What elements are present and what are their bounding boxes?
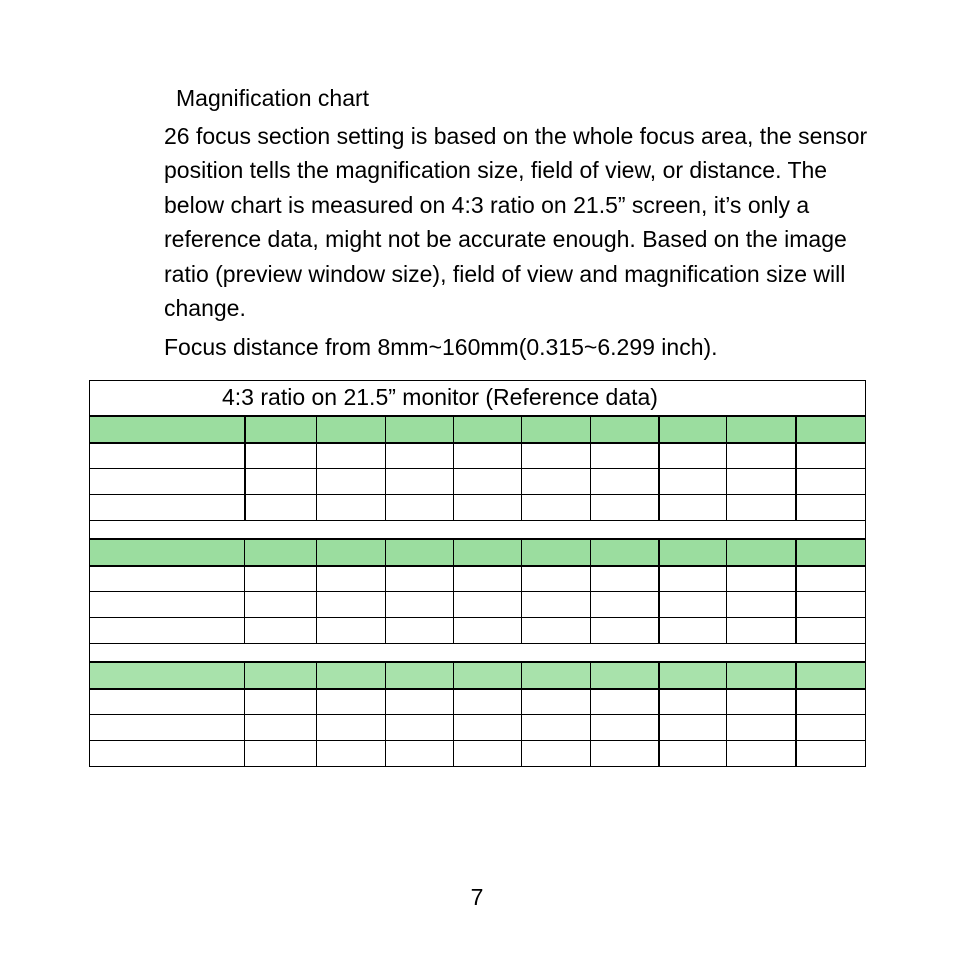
table-cell bbox=[591, 539, 659, 566]
table-cell bbox=[386, 715, 454, 741]
table-row bbox=[90, 592, 866, 618]
table-cell bbox=[591, 662, 659, 689]
table-cell bbox=[317, 443, 386, 469]
table-cell bbox=[317, 618, 386, 644]
table-cell bbox=[90, 416, 245, 443]
table-cell bbox=[386, 566, 454, 592]
table-cell bbox=[659, 566, 727, 592]
table-cell bbox=[90, 566, 245, 592]
table-cell bbox=[727, 662, 796, 689]
table-cell bbox=[659, 662, 727, 689]
table-cell bbox=[317, 741, 386, 767]
table-cell bbox=[591, 689, 659, 715]
table-cell bbox=[245, 715, 317, 741]
table-cell bbox=[727, 469, 796, 495]
table-cell bbox=[591, 416, 659, 443]
table-cell bbox=[386, 741, 454, 767]
table-cell bbox=[591, 469, 659, 495]
table-cell bbox=[659, 416, 727, 443]
table-row bbox=[90, 495, 866, 521]
table-cell bbox=[90, 662, 245, 689]
table-cell bbox=[90, 495, 245, 521]
table-row bbox=[90, 741, 866, 767]
table-cell bbox=[90, 443, 245, 469]
table-cell bbox=[454, 715, 522, 741]
table-cell bbox=[591, 741, 659, 767]
table-cell bbox=[522, 443, 591, 469]
table-cell bbox=[245, 662, 317, 689]
table-cell bbox=[796, 539, 866, 566]
table-cell bbox=[90, 715, 245, 741]
table-cell bbox=[659, 539, 727, 566]
table-row bbox=[90, 618, 866, 644]
table-cell bbox=[317, 592, 386, 618]
table-cell bbox=[454, 741, 522, 767]
table-cell bbox=[317, 416, 386, 443]
table-cell bbox=[522, 689, 591, 715]
table-cell bbox=[454, 566, 522, 592]
table-cell bbox=[454, 443, 522, 469]
table-cell bbox=[245, 416, 317, 443]
table-cell bbox=[659, 715, 727, 741]
table-cell bbox=[522, 618, 591, 644]
table-cell bbox=[727, 566, 796, 592]
table-cell bbox=[386, 662, 454, 689]
table-title: 4:3 ratio on 21.5” monitor (Reference data) bbox=[90, 381, 866, 416]
table-cell bbox=[386, 469, 454, 495]
table-cell bbox=[522, 539, 591, 566]
table-header-row bbox=[90, 416, 866, 443]
table-cell bbox=[522, 495, 591, 521]
table-cell bbox=[454, 662, 522, 689]
table-cell bbox=[796, 592, 866, 618]
table-cell bbox=[386, 539, 454, 566]
table-cell bbox=[796, 618, 866, 644]
table-cell bbox=[454, 592, 522, 618]
table-cell bbox=[591, 618, 659, 644]
table-row bbox=[90, 715, 866, 741]
table-header-row bbox=[90, 539, 866, 566]
table-cell bbox=[727, 715, 796, 741]
table-cell bbox=[90, 644, 866, 662]
table-cell bbox=[386, 592, 454, 618]
table-row bbox=[90, 469, 866, 495]
table-header-row bbox=[90, 662, 866, 689]
table-cell bbox=[796, 741, 866, 767]
table-cell bbox=[727, 416, 796, 443]
table-cell bbox=[90, 618, 245, 644]
table-cell bbox=[245, 539, 317, 566]
table-cell bbox=[796, 443, 866, 469]
table-cell bbox=[386, 495, 454, 521]
table-title-row bbox=[90, 381, 866, 416]
focus-distance-text: Focus distance from 8mm~160mm(0.315~6.299 inch). bbox=[164, 334, 718, 360]
table-spacer-row bbox=[90, 521, 866, 539]
table-cell bbox=[317, 539, 386, 566]
table-cell bbox=[591, 443, 659, 469]
table-cell bbox=[727, 741, 796, 767]
table-cell bbox=[591, 715, 659, 741]
table-cell bbox=[591, 592, 659, 618]
table-cell bbox=[245, 592, 317, 618]
table-cell bbox=[727, 689, 796, 715]
table-cell bbox=[659, 469, 727, 495]
table-cell bbox=[727, 592, 796, 618]
page-number: 7 bbox=[470, 884, 484, 910]
table-cell bbox=[796, 495, 866, 521]
table-cell bbox=[727, 618, 796, 644]
table-cell bbox=[454, 618, 522, 644]
magnification-table bbox=[89, 380, 866, 767]
table-cell bbox=[796, 416, 866, 443]
table-cell bbox=[245, 469, 317, 495]
table-cell bbox=[90, 469, 245, 495]
table-cell bbox=[386, 618, 454, 644]
table-cell bbox=[90, 521, 866, 539]
table-cell bbox=[245, 741, 317, 767]
table-cell bbox=[522, 416, 591, 443]
table-cell bbox=[386, 443, 454, 469]
table-cell bbox=[659, 592, 727, 618]
table-cell bbox=[727, 539, 796, 566]
table-cell bbox=[659, 495, 727, 521]
table-cell bbox=[386, 416, 454, 443]
table-cell bbox=[454, 539, 522, 566]
table-cell bbox=[317, 566, 386, 592]
table-cell bbox=[317, 495, 386, 521]
table-cell bbox=[522, 741, 591, 767]
table-cell bbox=[796, 566, 866, 592]
table-cell bbox=[245, 495, 317, 521]
table-cell bbox=[727, 443, 796, 469]
table-row bbox=[90, 689, 866, 715]
table-cell bbox=[522, 592, 591, 618]
table-cell bbox=[591, 566, 659, 592]
table-cell bbox=[90, 741, 245, 767]
table-cell bbox=[317, 689, 386, 715]
table-cell bbox=[386, 689, 454, 715]
table-row bbox=[90, 443, 866, 469]
table-cell bbox=[317, 662, 386, 689]
table-cell bbox=[659, 618, 727, 644]
table-cell bbox=[659, 689, 727, 715]
table-cell bbox=[454, 416, 522, 443]
table-cell bbox=[522, 715, 591, 741]
table-cell bbox=[522, 662, 591, 689]
table-cell bbox=[245, 566, 317, 592]
table-cell bbox=[522, 566, 591, 592]
table-cell bbox=[659, 741, 727, 767]
table-cell bbox=[522, 469, 591, 495]
table-cell bbox=[659, 443, 727, 469]
table-cell bbox=[245, 618, 317, 644]
table-cell bbox=[796, 662, 866, 689]
table-cell bbox=[454, 689, 522, 715]
table-cell bbox=[796, 469, 866, 495]
table-cell bbox=[727, 495, 796, 521]
table-cell bbox=[796, 715, 866, 741]
table-cell bbox=[454, 469, 522, 495]
table-row bbox=[90, 566, 866, 592]
table-cell bbox=[90, 689, 245, 715]
table-cell bbox=[454, 495, 522, 521]
table-cell bbox=[591, 495, 659, 521]
table-cell bbox=[245, 689, 317, 715]
table-cell bbox=[317, 715, 386, 741]
table-cell bbox=[317, 469, 386, 495]
table-spacer-row bbox=[90, 644, 866, 662]
section-heading: Magnification chart bbox=[176, 85, 370, 111]
description-paragraph: 26 focus section setting is based on the whole focus area, the sensor position tells the magnification size, field of view, or distance. The below chart is measured on 4:3 ratio on 21.5” screen, it’s only a reference data, might not be accurate enough. Based on the image ratio (preview window size), field of view and magnification size will change. bbox=[164, 123, 868, 322]
table-cell bbox=[796, 689, 866, 715]
table-cell bbox=[90, 592, 245, 618]
table-cell bbox=[245, 443, 317, 469]
table-cell bbox=[90, 539, 245, 566]
